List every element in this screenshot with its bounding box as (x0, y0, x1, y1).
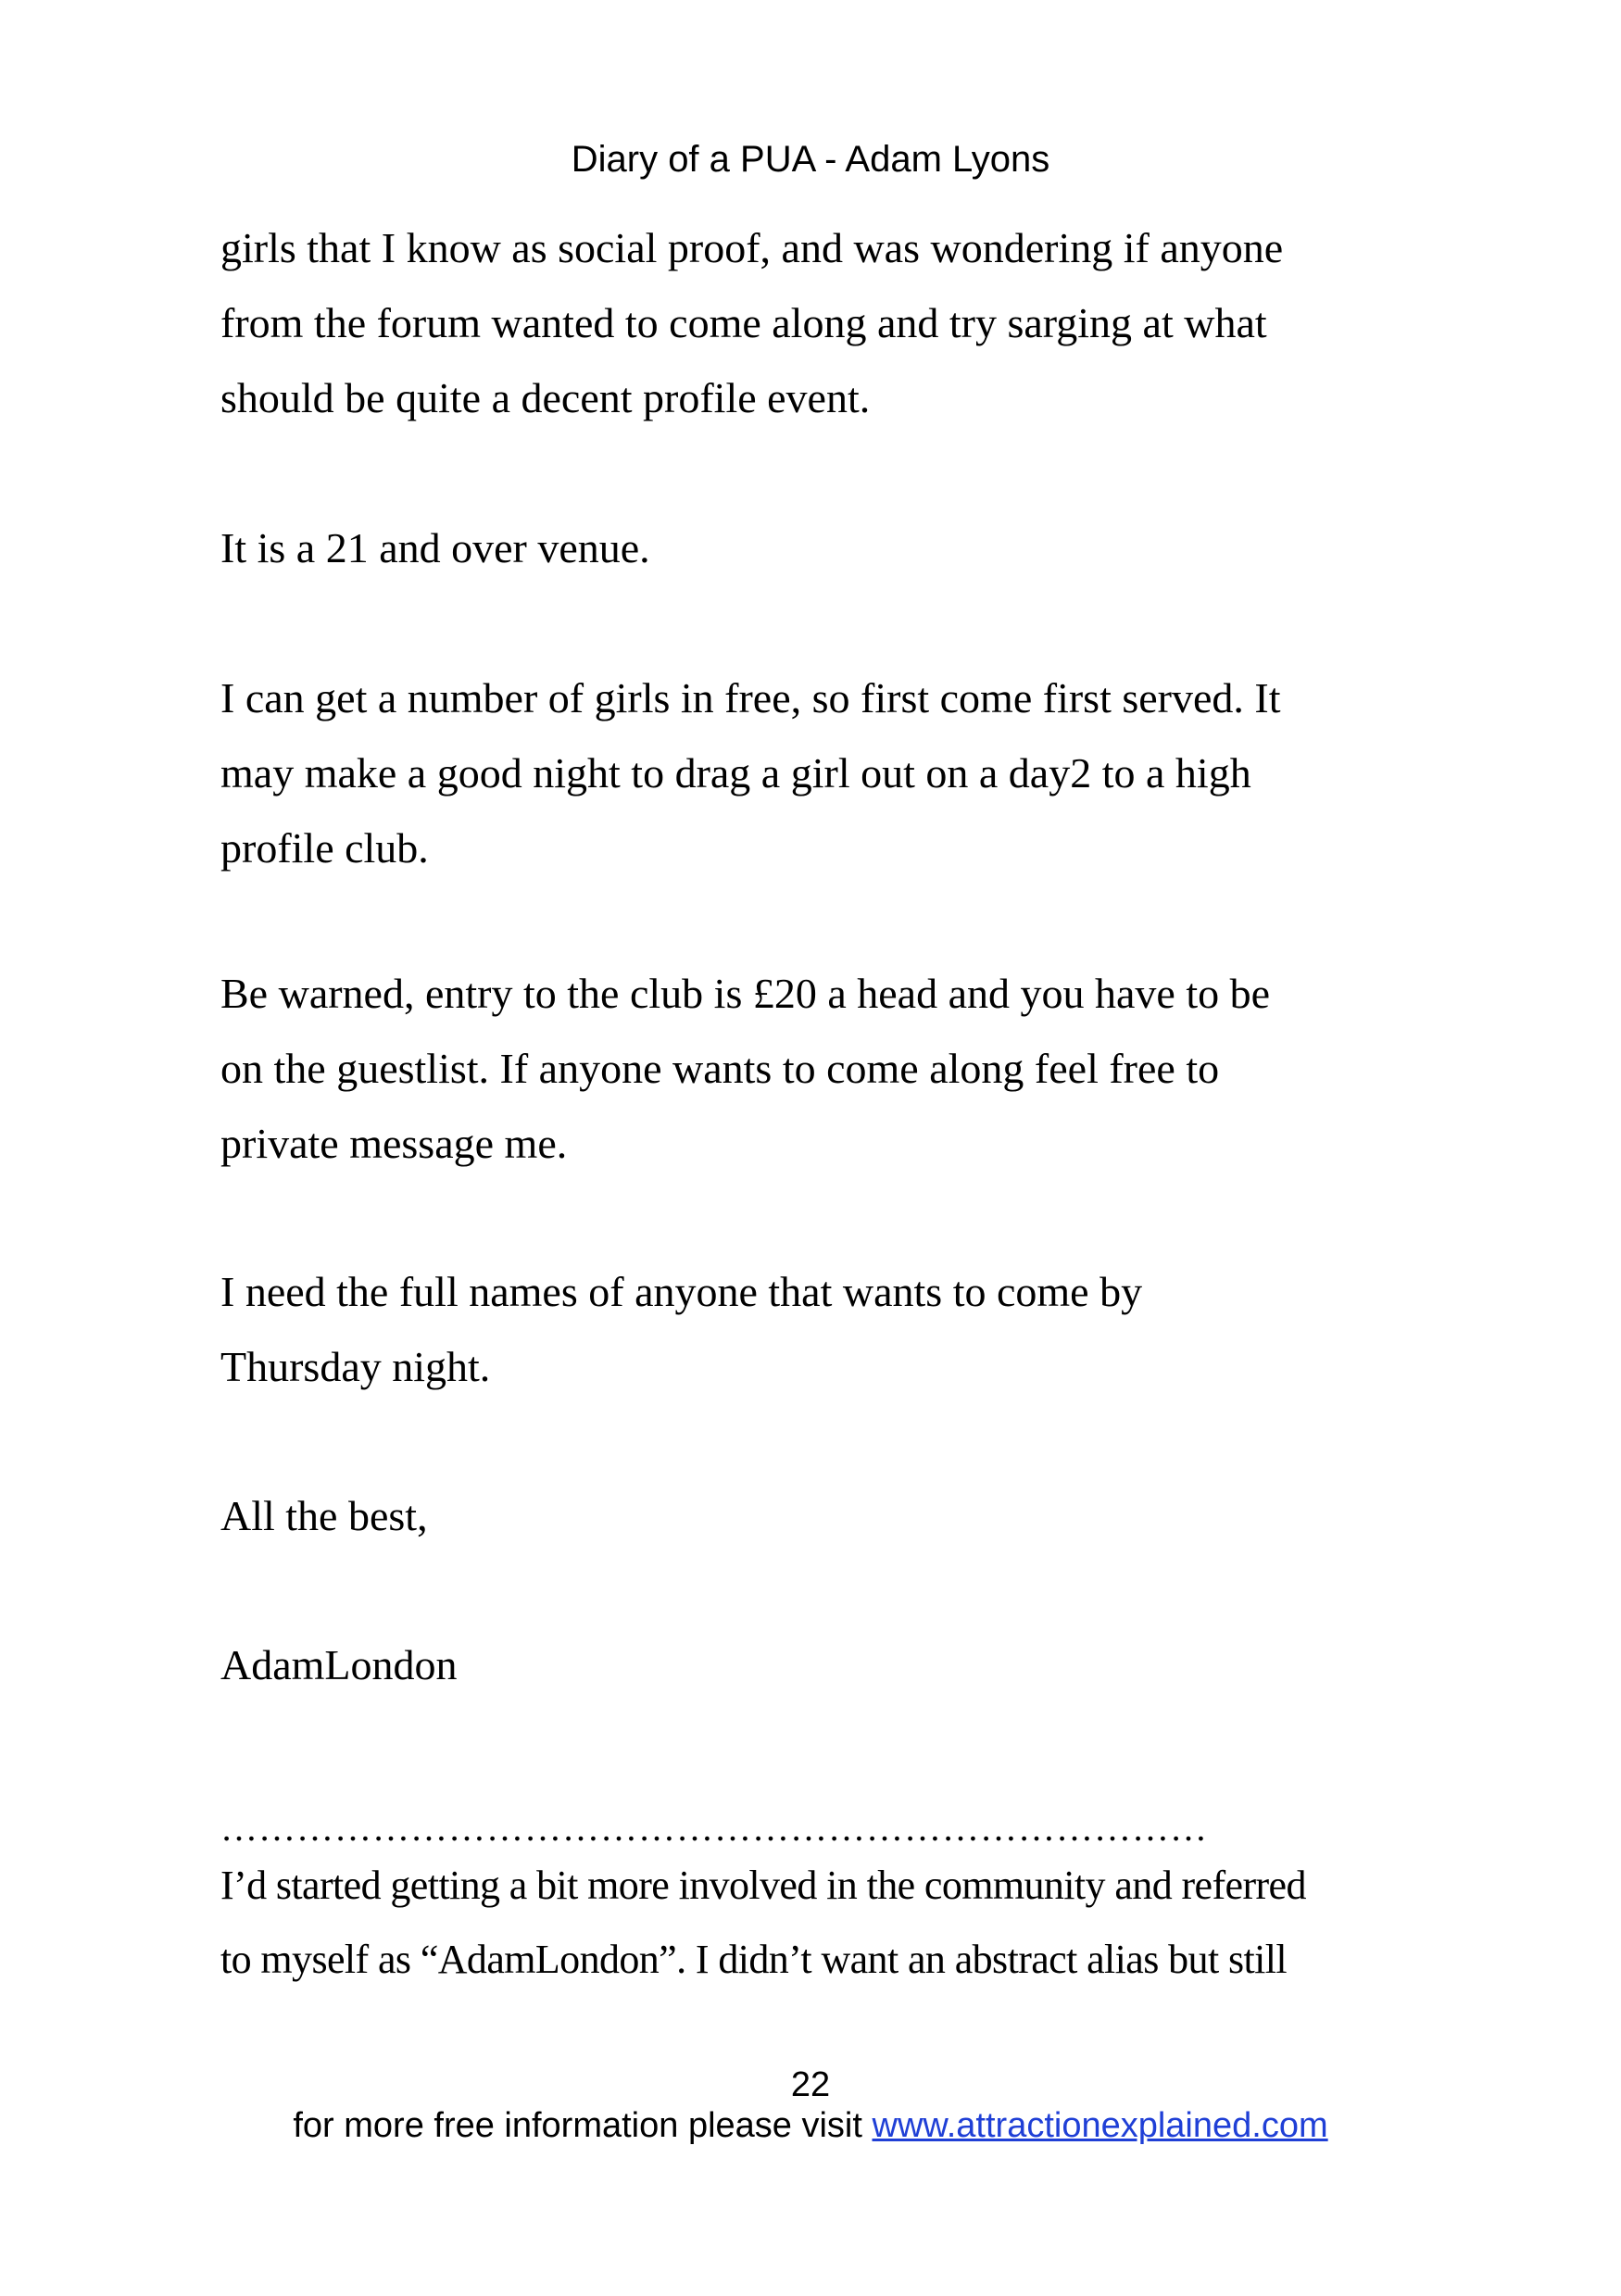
page-footer (0, 2104, 1621, 2147)
text-line: on the guestlist. If anyone wants to come along feel free to (220, 1045, 1220, 1092)
body-paragraph (220, 510, 1434, 585)
text-line: profile club. (220, 824, 429, 872)
page-number: 22 (790, 2065, 831, 2104)
dotted-separator: …………………………………………………………………… (220, 1807, 1208, 1849)
text-line: private message me. (220, 1120, 568, 1167)
text-line: may make a good night to drag a girl out on a day2 to a high (220, 749, 1251, 797)
text-line: to myself as “AdamLondon”. I didn’t want an abstract alias but still (220, 1937, 1288, 1982)
text-line: It is a 21 and over venue. (220, 524, 650, 571)
text-line: AdamLondon (220, 1641, 458, 1688)
text-line: Thursday night. (220, 1343, 491, 1390)
body-paragraph (220, 956, 1434, 1181)
text-line: I need the full names of anyone that wants to come by (220, 1268, 1143, 1315)
commentary-paragraph (220, 1849, 1443, 1997)
page-header (0, 137, 1621, 182)
sign-off (220, 1478, 1434, 1553)
text-line: from the forum wanted to come along and try sarging at what (220, 299, 1267, 346)
body-paragraph (220, 210, 1434, 435)
footer-text: for more free information please visit (293, 2106, 873, 2145)
text-line: All the best, (220, 1492, 428, 1539)
header-title: Diary of a PUA - Adam Lyons (571, 139, 1050, 180)
text-line: should be quite a decent profile event. (220, 374, 871, 421)
signature-name (220, 1627, 1434, 1702)
body-paragraph (220, 1254, 1434, 1404)
text-line: girls that I know as social proof, and was wondering if anyone (220, 224, 1284, 271)
body-paragraph (220, 660, 1434, 885)
text-line: I’d started getting a bit more involved in the community and referred (220, 1863, 1306, 1908)
footer-website-link[interactable]: www.attractionexplained.com (872, 2106, 1328, 2145)
text-line: I can get a number of girls in free, so first come first served. It (220, 674, 1281, 721)
text-line: Be warned, entry to the club is £20 a head and you have to be (220, 970, 1271, 1017)
